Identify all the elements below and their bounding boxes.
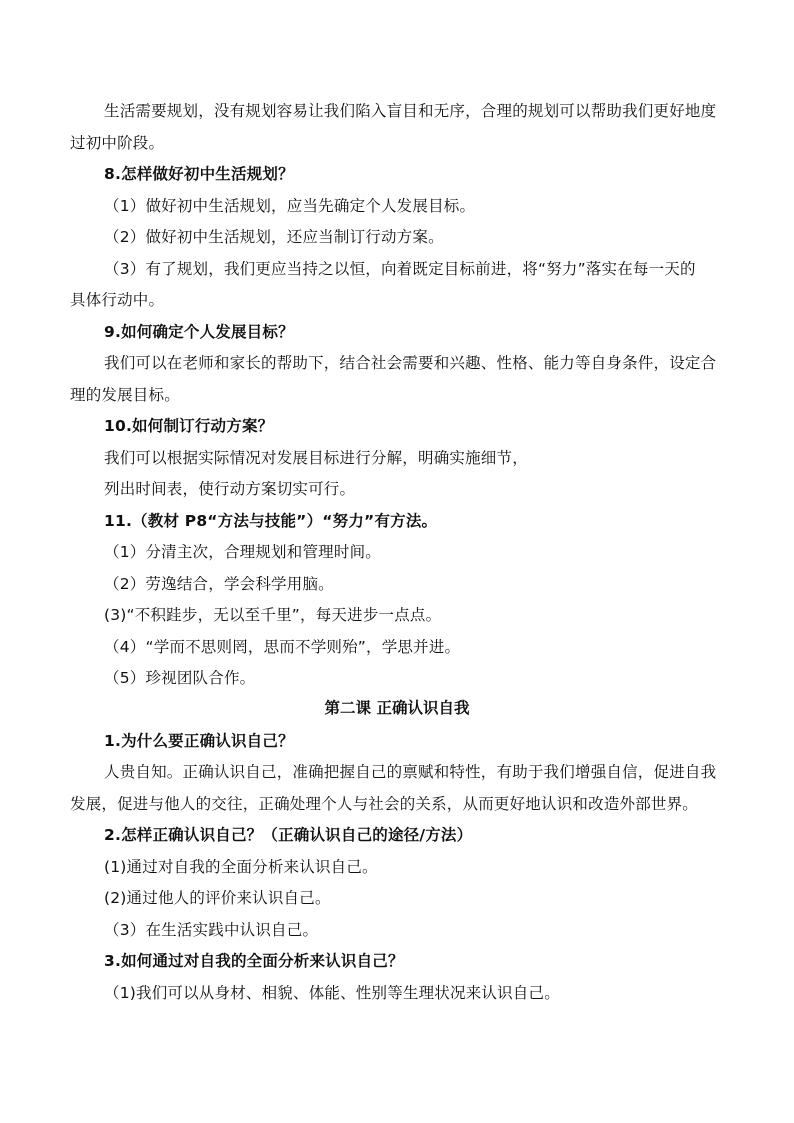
question-heading: 3.如何通过对自我的全面分析来认识自己？ [104, 952, 404, 970]
text-line: (2)通过他人的评价来认识自己。 [104, 889, 331, 907]
question-heading: 1.为什么要正确认识自己？ [104, 732, 294, 750]
text-line: 发展，促进与他人的交往，正确处理个人与社会的关系，从而更好地认识和改造外部世界。 [70, 795, 699, 813]
text-line: （5）珍视团队合作。 [104, 669, 256, 687]
text-line: （1)我们可以从身材、相貌、体能、性别等生理状况来认识自己。 [104, 984, 560, 1002]
question-heading: 10.如何制订行动方案？ [104, 417, 274, 435]
text-line: 人贵自知。正确认识自己，准确把握自己的禀赋和特性，有助于我们增强自信，促进自我 [104, 763, 717, 781]
text-line: 理的发展目标。 [70, 386, 180, 404]
text-line: (3)“不积跬步，无以至千里”，每天进步一点点。 [104, 606, 442, 624]
text-line: 我们可以根据实际情况对发展目标进行分解，明确实施细节， [104, 449, 528, 467]
question-heading: 8.怎样做好初中生活规划？ [104, 165, 294, 183]
text-line: 生活需要规划，没有规划容易让我们陷入盲目和无序，合理的规划可以帮助我们更好地度 [104, 102, 717, 120]
text-line: 过初中阶段。 [70, 134, 165, 152]
text-line: （2）劳逸结合，学会科学用脑。 [104, 575, 334, 593]
question-heading: 2.怎样正确认识自己？（正确认识自己的途径/方法） [104, 826, 473, 844]
text-line: （1）分清主次，合理规划和管理时间。 [104, 543, 381, 561]
text-line: （1）做好初中生活规划，应当先确定个人发展目标。 [104, 197, 476, 215]
text-line: 列出时间表，使行动方案切实可行。 [104, 480, 356, 498]
text-line: （3）在生活实践中认识自己。 [104, 921, 319, 939]
text-line: （2）做好初中生活规划，还应当制订行动方案。 [104, 228, 444, 246]
text-line: （4）“学而不思则罔，思而不学则殆”，学思并进。 [104, 638, 461, 656]
text-line: (1)通过对自我的全面分析来认识自己。 [104, 858, 378, 876]
text-line: （3）有了规划，我们更应当持之以恒，向着既定目标前进，将“努力”落实在每一天的 [104, 260, 696, 278]
lesson-title: 第二课 正确认识自我 [324, 699, 470, 717]
question-heading: 9.如何确定个人发展目标？ [104, 323, 294, 341]
text-line: 我们可以在老师和家长的帮助下，结合社会需要和兴趣、性格、能力等自身条件，设定合 [104, 354, 717, 372]
text-line: 具体行动中。 [70, 291, 165, 309]
question-heading: 11.（教材 P8“方法与技能”）“努力”有方法。 [104, 512, 438, 530]
